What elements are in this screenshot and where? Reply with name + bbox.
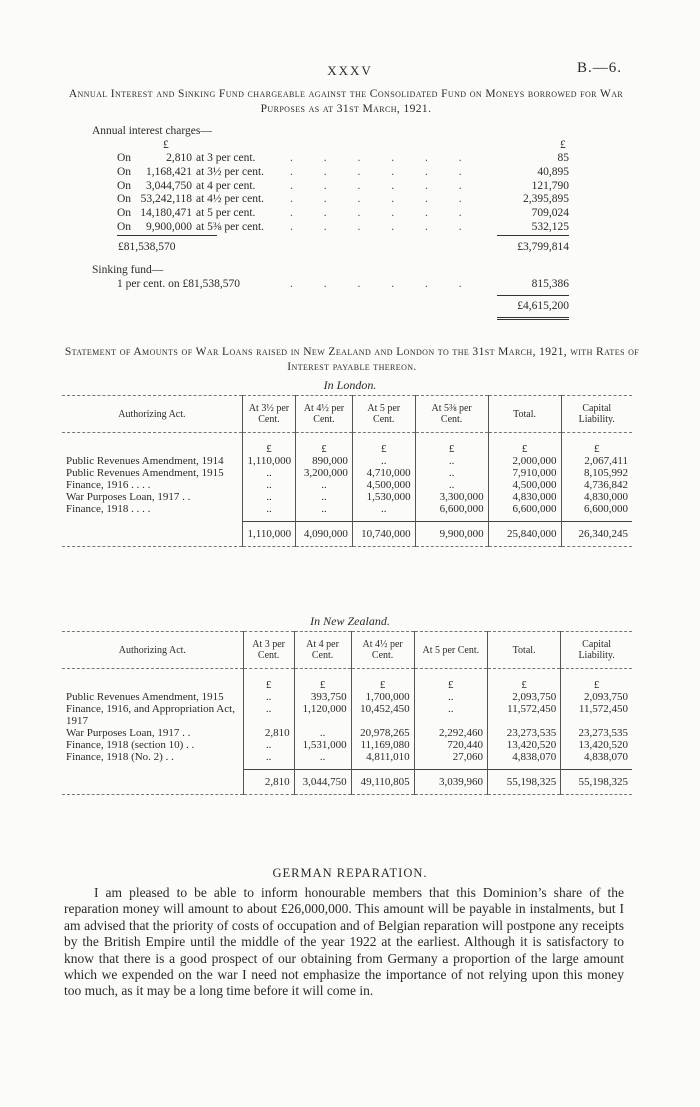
authorizing-act: Public Revenues Amendment, 1915 bbox=[66, 467, 224, 479]
table-row bbox=[62, 491, 632, 503]
sinking-amount: 815,386 bbox=[531, 278, 569, 290]
sinking-row-label: 1 per cent. on £81,538,570 bbox=[117, 278, 240, 290]
cell-total: 6,600,000 bbox=[488, 503, 561, 515]
cell-c4: 2,292,460 bbox=[414, 727, 487, 739]
cell-c4: 3,300,000 bbox=[415, 491, 488, 503]
cell-c3: 10,452,450 bbox=[351, 703, 414, 727]
interest-row-amount: 121,790 bbox=[531, 179, 569, 192]
table-row bbox=[62, 467, 632, 479]
table-row bbox=[62, 751, 632, 763]
total-cap: 26,340,245 bbox=[561, 522, 632, 547]
pound-sign: £ bbox=[414, 679, 487, 691]
cell-c3: 4,500,000 bbox=[352, 479, 415, 491]
german-reparation-paragraph: I am pleased to be able to inform honourable members that this Dominion’s share of the reparation money will amount to about £26,000,000. This amount will be payable in instalments, but I am advised that the priority of costs of occupation and of Belgian reparation will postpone any receipts by the British Empire until the middle of the year 1922 at the earliest. Although it is satisfactory to know that there is a good prospect of our obtaining from Germany a proportion of the large amount which we expended on the war I need not emphasize the importance of not relying upon this money too much, as it may be a long time before it will come in. bbox=[64, 885, 624, 999]
total-total: 25,840,000 bbox=[488, 522, 561, 547]
interest-row-label: On bbox=[117, 152, 132, 164]
cell-c2: .. bbox=[296, 503, 353, 515]
cell-c2: .. bbox=[294, 727, 351, 739]
authorizing-act: Finance, 1918 . . . . bbox=[66, 503, 151, 515]
pound-sign: £ bbox=[243, 679, 294, 691]
cell-cap: 6,600,000 bbox=[561, 503, 632, 515]
spacer-cell bbox=[352, 433, 415, 444]
pound-sign: £ bbox=[351, 679, 414, 691]
grand-total: £4,615,200 bbox=[517, 300, 569, 312]
cell-total: 7,910,000 bbox=[488, 467, 561, 479]
table-row bbox=[62, 739, 632, 751]
authorizing-act: War Purposes Loan, 1917 . . bbox=[66, 491, 191, 503]
total-c3: 10,740,000 bbox=[352, 522, 415, 547]
interest-row-amount: 709,024 bbox=[531, 207, 569, 220]
cell-total: 2,000,000 bbox=[488, 455, 561, 467]
spacer-cell bbox=[62, 522, 242, 547]
total-c2: 4,090,000 bbox=[296, 522, 353, 547]
pound-sign: £ bbox=[296, 443, 353, 455]
pound-sign-right: £ bbox=[560, 139, 566, 151]
table-row bbox=[62, 691, 632, 703]
cell-cap: 11,572,450 bbox=[561, 703, 632, 727]
london-subtitle: In London. bbox=[323, 378, 377, 392]
interest-row-rate: at 3 per cent. bbox=[196, 152, 256, 164]
cell-c2: 1,531,000 bbox=[294, 739, 351, 751]
page-number: XXXV bbox=[327, 63, 373, 78]
total-principal: £81,538,570 bbox=[118, 241, 176, 253]
pound-sign: £ bbox=[294, 679, 351, 691]
pound-sign: £ bbox=[488, 443, 561, 455]
authorizing-act: Finance, 1916 . . . . bbox=[66, 479, 151, 491]
column-header: At 4½ per Cent. bbox=[351, 632, 414, 669]
cell-total: 13,420,520 bbox=[487, 739, 560, 751]
leader-dots: . . . . . . bbox=[290, 193, 476, 206]
authorizing-act: War Purposes Loan, 1917 . . bbox=[66, 727, 191, 739]
column-header: At 3½ per Cent. bbox=[242, 396, 295, 433]
cell-cap: 2,093,750 bbox=[561, 691, 632, 703]
cell-c2: 393,750 bbox=[294, 691, 351, 703]
total-interest: £3,799,814 bbox=[517, 241, 569, 253]
table-row bbox=[62, 727, 632, 739]
pound-sign-left: £ bbox=[163, 139, 169, 151]
interest-row-label: On bbox=[117, 165, 132, 178]
authorizing-act: Public Revenues Amendment, 1914 bbox=[66, 455, 224, 467]
annual-interest-block bbox=[0, 0, 700, 330]
leader-dots: . . . . . . bbox=[290, 278, 476, 290]
table-row bbox=[62, 479, 632, 491]
cell-c1: .. bbox=[242, 491, 295, 503]
cell-c3: 20,978,265 bbox=[351, 727, 414, 739]
cell-c4: 6,600,000 bbox=[415, 503, 488, 515]
cell-c1: .. bbox=[243, 739, 294, 751]
cell-c2: 1,120,000 bbox=[294, 703, 351, 727]
spacer-cell bbox=[414, 669, 487, 680]
column-header: Capital Liability. bbox=[561, 632, 632, 669]
column-header: Authorizing Act. bbox=[62, 396, 242, 433]
pound-sign: £ bbox=[561, 679, 632, 691]
spacer-cell bbox=[294, 669, 351, 680]
annual-interest-title: Annual Interest and Sinking Fund chargeable against the Consolidated Fund on Moneys borrowed for War Purposes as at 31st March, 1921. bbox=[68, 88, 624, 115]
cell-c3: .. bbox=[352, 503, 415, 515]
spacer-cell bbox=[62, 443, 242, 455]
pound-sign: £ bbox=[487, 679, 560, 691]
cell-c4: .. bbox=[414, 691, 487, 703]
leader-dots: . . . . . . bbox=[290, 152, 476, 164]
leader-dots: . . . . . . bbox=[290, 179, 476, 192]
cell-cap: 4,838,070 bbox=[561, 751, 632, 763]
interest-row-amount: 2,395,895 bbox=[523, 193, 569, 206]
cell-c4: 27,060 bbox=[414, 751, 487, 763]
spacer-cell bbox=[487, 669, 560, 680]
column-header: Capital Liability. bbox=[561, 396, 632, 433]
authorizing-act: Finance, 1918 (No. 2) . . bbox=[66, 751, 174, 763]
cell-c3: 1,530,000 bbox=[352, 491, 415, 503]
interest-row-rate: at 4 per cent. bbox=[196, 179, 256, 192]
total-c2: 3,044,750 bbox=[294, 770, 351, 795]
interest-row-principal: 9,900,000 bbox=[146, 221, 192, 233]
total-c3: 49,110,805 bbox=[351, 770, 414, 795]
authorizing-act: Public Revenues Amendment, 1915 bbox=[66, 691, 224, 703]
interest-row-rate: at 4½ per cent. bbox=[196, 193, 265, 206]
cell-c3: 4,811,010 bbox=[351, 751, 414, 763]
spacer-cell bbox=[488, 433, 561, 444]
interest-row-label: On bbox=[117, 221, 132, 233]
interest-heading: Annual interest charges— bbox=[92, 125, 212, 137]
table-row bbox=[62, 503, 632, 515]
column-header: At 5 per Cent. bbox=[352, 396, 415, 433]
cell-c1: .. bbox=[243, 691, 294, 703]
interest-row-label: On bbox=[117, 193, 132, 206]
table-row bbox=[62, 703, 632, 727]
cell-c1: .. bbox=[243, 751, 294, 763]
pound-sign: £ bbox=[352, 443, 415, 455]
pound-sign: £ bbox=[415, 443, 488, 455]
total-c4: 3,039,960 bbox=[414, 770, 487, 795]
rule-principal bbox=[117, 235, 217, 236]
cell-total: 23,273,535 bbox=[487, 727, 560, 739]
leader-dots: . . . . . . bbox=[290, 221, 476, 233]
total-c1: 2,810 bbox=[243, 770, 294, 795]
interest-row-amount: 532,125 bbox=[531, 221, 569, 233]
spacer-cell bbox=[62, 679, 243, 691]
document-reference: B.—6. bbox=[576, 60, 622, 76]
spacer-cell bbox=[62, 669, 243, 680]
column-header: Total. bbox=[488, 396, 561, 433]
cell-c3: 1,700,000 bbox=[351, 691, 414, 703]
spacer-cell bbox=[62, 770, 243, 795]
column-header: At 5⅜ per Cent. bbox=[415, 396, 488, 433]
cell-c2: .. bbox=[296, 479, 353, 491]
interest-row-principal: 3,044,750 bbox=[146, 179, 192, 192]
rule-sinking bbox=[497, 295, 569, 296]
cell-c2: 3,200,000 bbox=[296, 467, 353, 479]
interest-row-rate: at 5 per cent. bbox=[196, 207, 256, 220]
cell-c4: 720,440 bbox=[414, 739, 487, 751]
table-row bbox=[62, 455, 632, 467]
interest-row-principal: 1,168,421 bbox=[146, 165, 192, 178]
nz-subtitle: In New Zealand. bbox=[310, 614, 390, 628]
cell-cap: 2,067,411 bbox=[561, 455, 632, 467]
authorizing-act: Finance, 1916, and Appropriation Act, 1917 bbox=[66, 703, 235, 727]
total-c1: 1,110,000 bbox=[242, 522, 295, 547]
interest-row-amount: 85 bbox=[557, 152, 569, 164]
cell-cap: 4,736,842 bbox=[561, 479, 632, 491]
column-header: Total. bbox=[487, 632, 560, 669]
cell-c3: 11,169,080 bbox=[351, 739, 414, 751]
cell-c1: 2,810 bbox=[243, 727, 294, 739]
cell-c3: .. bbox=[352, 455, 415, 467]
cell-c4: .. bbox=[414, 703, 487, 727]
cell-c1: 1,110,000 bbox=[242, 455, 295, 467]
war-loans-title: Statement of Amounts of War Loans raised in New Zealand and London to the 31st March, 1921, with Rates of Interest payable thereon. bbox=[64, 346, 640, 373]
sinking-heading: Sinking fund— bbox=[92, 264, 164, 276]
spacer-cell bbox=[561, 669, 632, 680]
spacer-cell bbox=[243, 669, 294, 680]
total-cap: 55,198,325 bbox=[561, 770, 632, 795]
cell-cap: 13,420,520 bbox=[561, 739, 632, 751]
cell-total: 4,830,000 bbox=[488, 491, 561, 503]
rule-grand-2 bbox=[497, 319, 569, 320]
cell-c1: .. bbox=[242, 467, 295, 479]
cell-c2: .. bbox=[296, 491, 353, 503]
pound-sign: £ bbox=[242, 443, 295, 455]
spacer-cell bbox=[242, 433, 295, 444]
cell-total: 11,572,450 bbox=[487, 703, 560, 727]
leader-dots: . . . . . . bbox=[290, 207, 476, 220]
spacer-cell bbox=[296, 433, 353, 444]
spacer-cell bbox=[561, 433, 632, 444]
cell-c3: 4,710,000 bbox=[352, 467, 415, 479]
column-header: At 4½ per Cent. bbox=[296, 396, 353, 433]
interest-row-label: On bbox=[117, 179, 132, 192]
cell-c1: .. bbox=[242, 479, 295, 491]
cell-total: 4,838,070 bbox=[487, 751, 560, 763]
interest-row-principal: 53,242,118 bbox=[140, 193, 192, 206]
leader-dots: . . . . . . bbox=[290, 165, 476, 178]
cell-c1: .. bbox=[243, 703, 294, 727]
spacer-cell bbox=[351, 669, 414, 680]
rule-interest bbox=[497, 235, 569, 236]
cell-total: 4,500,000 bbox=[488, 479, 561, 491]
column-header: Authorizing Act. bbox=[62, 632, 243, 669]
cell-total: 2,093,750 bbox=[487, 691, 560, 703]
cell-c4: .. bbox=[415, 455, 488, 467]
nz-loans-table bbox=[62, 631, 632, 795]
cell-c4: .. bbox=[415, 479, 488, 491]
cell-cap: 23,273,535 bbox=[561, 727, 632, 739]
interest-row-principal: 14,180,471 bbox=[140, 207, 192, 220]
interest-row-principal: 2,810 bbox=[166, 152, 192, 164]
london-loans-table bbox=[62, 395, 632, 547]
column-header: At 4 per Cent. bbox=[294, 632, 351, 669]
rule-grand-1 bbox=[497, 317, 569, 318]
interest-row-rate: at 5⅜ per cent. bbox=[196, 221, 265, 233]
cell-cap: 8,105,992 bbox=[561, 467, 632, 479]
interest-row-rate: at 3½ per cent. bbox=[196, 165, 265, 178]
spacer-cell bbox=[415, 433, 488, 444]
column-header: At 3 per Cent. bbox=[243, 632, 294, 669]
authorizing-act: Finance, 1918 (section 10) . . bbox=[66, 739, 195, 751]
cell-c4: .. bbox=[415, 467, 488, 479]
cell-cap: 4,830,000 bbox=[561, 491, 632, 503]
total-c4: 9,900,000 bbox=[415, 522, 488, 547]
column-header: At 5 per Cent. bbox=[414, 632, 487, 669]
spacer-cell bbox=[62, 433, 242, 444]
cell-c2: 890,000 bbox=[296, 455, 353, 467]
interest-row-label: On bbox=[117, 207, 132, 220]
total-total: 55,198,325 bbox=[487, 770, 560, 795]
cell-c1: .. bbox=[242, 503, 295, 515]
german-reparation-heading: GERMAN REPARATION. bbox=[272, 866, 428, 880]
pound-sign: £ bbox=[561, 443, 632, 455]
cell-c2: .. bbox=[294, 751, 351, 763]
interest-row-amount: 40,895 bbox=[537, 165, 569, 178]
